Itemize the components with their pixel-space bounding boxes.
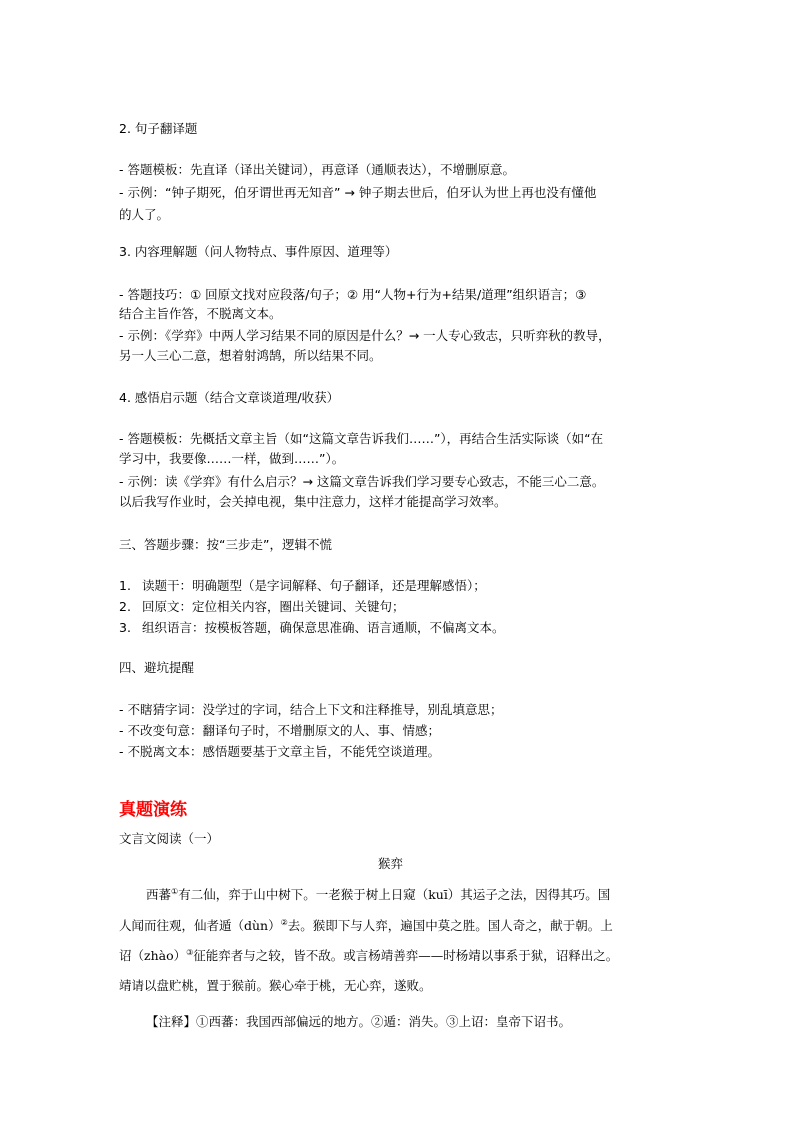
pitfall-item-2: - 不改变句意：翻译句子时，不增删原文的人、事、情感；	[119, 723, 440, 738]
passage-line-2	[119, 916, 613, 934]
pitfall-item-3: - 不脱离文本：感悟题要基于文章主旨，不能凭空谈道理。	[119, 744, 440, 759]
section4-example-line2: 以后我写作业时，会关掉电视，集中注意力，这样才能提高学习效率。	[119, 494, 507, 509]
steps-heading: 三、答题步骤：按“三步走”，逻辑不慌	[119, 537, 332, 552]
section3-tip-line1: - 答题技巧：① 回原文找对应段落/句子；② 用“人物+行为+结果/道理”组织语言；③	[119, 287, 587, 302]
step-number: 1.	[119, 578, 131, 593]
step-number: 2.	[119, 599, 131, 614]
footnote-marker-3: ③	[186, 948, 194, 957]
practice-title: 真题演练	[119, 800, 187, 820]
section2-template: - 答题模板：先直译（译出关键词），再意译（通顺表达），不增删原意。	[119, 162, 515, 177]
section2-example-line1: - 示例：“钟子期死，伯牙谓世再无知音” → 钟子期去世后，伯牙认为世上再也没有懂他	[119, 185, 597, 200]
section3-example-line1: - 示例：《学弈》中两人学习结果不同的原因是什么？→ 一人专心致志，只听弈秋的教导，	[119, 328, 611, 343]
passage-text: 西蕃	[146, 887, 172, 902]
section3-tip-line2: 结合主旨作答，不脱离文本。	[119, 306, 282, 321]
step-number: 3.	[119, 620, 131, 635]
section2-example-line2: 的人了。	[119, 207, 170, 222]
footnote-marker-1: ①	[171, 887, 179, 896]
passage-text: 人闻而往观，仙者遁（dùn）	[119, 918, 281, 933]
passage-title: 猴弈	[378, 856, 404, 871]
section4-template-line1: - 答题模板：先概括文章主旨（如“这篇文章告诉我们……”），再结合生活实际谈（如“在	[119, 431, 604, 446]
passage-line-3	[119, 946, 618, 964]
passage-text: 诏（zhào）	[119, 948, 187, 963]
passage-line-4: 靖请以盘贮桃，置于猴前。猴心牵于桃，无心弈，遂败。	[119, 978, 432, 993]
pitfall-item-1: - 不瞎猜字词：没学过的字词，结合上下文和注释推导，别乱填意思；	[119, 702, 503, 717]
passage-text: 去。猴即下与人弈，遍国中莫之胜。国人奇之，献于朝。上	[287, 918, 613, 933]
step-item-3	[119, 620, 505, 636]
section3-heading: 3. 内容理解题（问人物特点、事件原因、道理等）	[119, 244, 398, 259]
passage-text: 有二仙，弈于山中树下。一老猴于树上日窥（kuī）其运子之法，因得其巧。国	[178, 887, 611, 902]
step-item-2	[119, 599, 405, 615]
annotation-note: 【注释】①西蕃：我国西部偏远的地方。②遁：消失。③上诏：皇帝下诏书。	[146, 1014, 572, 1029]
section4-example-line1: - 示例：读《学弈》有什么启示？→ 这篇文章告诉我们学习要专心致志，不能三心二意。	[119, 474, 605, 489]
step-text: 回原文：定位相关内容，圈出关键词、关键句；	[141, 599, 405, 614]
step-item-1	[119, 578, 486, 594]
practice-subtitle: 文言文阅读（一）	[119, 831, 220, 846]
pitfalls-heading: 四、避坑提醒	[119, 660, 195, 675]
section4-heading: 4. 感悟启示题（结合文章谈道理/收获）	[119, 390, 340, 405]
footnote-marker-2: ②	[280, 918, 288, 927]
section3-example-line2: 另一人三心二意，想着射鸿鹄，所以结果不同。	[119, 348, 382, 363]
section4-template-line2: 学习中，我要像……一样，做到……”）。	[119, 451, 345, 466]
passage-text: 征能弈者与之较，皆不敌。或言杨靖善弈——时杨靖以事系于狱，诏释出之。	[193, 948, 619, 963]
step-text: 组织语言：按模板答题，确保意思准确、语言通顺，不偏离文本。	[141, 620, 505, 635]
step-text: 读题干：明确题型（是字词解释、句子翻译，还是理解感悟）；	[141, 578, 486, 593]
passage-line-1	[146, 885, 610, 903]
section2-heading: 2. 句子翻译题	[119, 121, 198, 136]
